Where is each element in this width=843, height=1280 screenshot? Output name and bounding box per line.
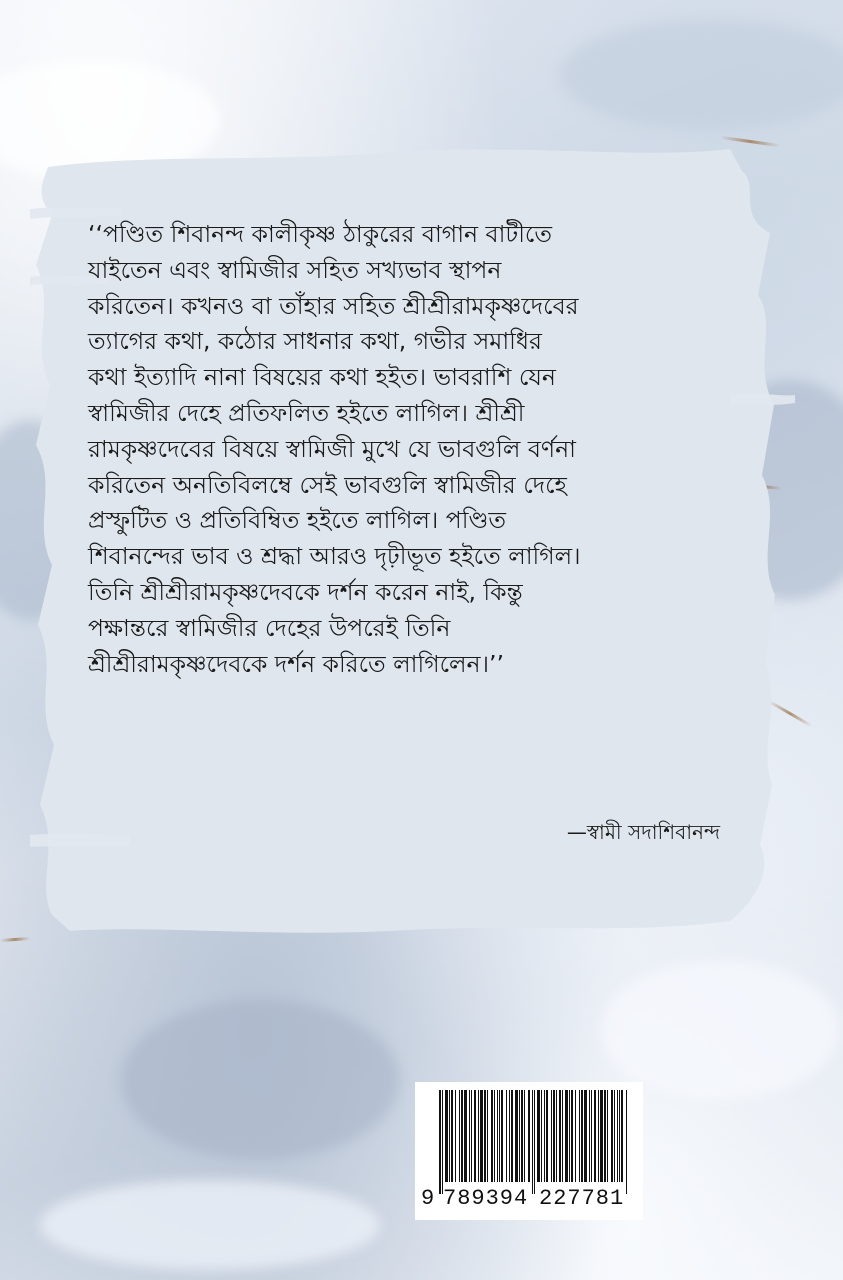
barcode-bar (494, 1090, 495, 1182)
barcode-bar (445, 1090, 448, 1182)
barcode-bar (484, 1090, 486, 1182)
barcode-bar (614, 1090, 615, 1182)
barcode-bar (600, 1090, 603, 1182)
texture-spot (600, 960, 840, 1100)
barcode-bar (571, 1090, 573, 1182)
quote-line: তিনি শ্রীশ্রীরামকৃষ্ণদেবকে দর্শন করেন নাই, কিন্তু (88, 577, 523, 606)
isbn-barcode (415, 1082, 643, 1220)
quote-line: ‘‘পণ্ডিত শিবানন্দ কালীকৃষ্ণ ঠাকুরের বাগান বাটীতে (88, 220, 553, 248)
barcode-bar (565, 1090, 568, 1182)
barcode-bar (556, 1090, 557, 1182)
barcode-bar (464, 1090, 467, 1182)
barcode-bar (511, 1090, 513, 1182)
barcode-bar (474, 1090, 476, 1182)
barcode-bar (537, 1090, 540, 1182)
barcode-bar (553, 1090, 555, 1182)
barcode-bar (551, 1090, 552, 1182)
barcode-bar (471, 1090, 472, 1182)
barcode-bar (617, 1090, 618, 1182)
barcode-bar (619, 1090, 620, 1182)
barcode-bar (575, 1090, 576, 1182)
barcode-bar (459, 1090, 460, 1182)
barcode-bar (579, 1090, 580, 1182)
barcode-bar (451, 1090, 453, 1182)
barcode-bar (506, 1090, 507, 1182)
barcode-bar (591, 1090, 592, 1182)
quote-text (88, 217, 768, 682)
barcode-bar (461, 1090, 463, 1182)
texture-spot (120, 1000, 400, 1160)
barcode-bar (604, 1090, 606, 1182)
isbn-left-group: 789394 (443, 1186, 529, 1211)
texture-spot (40, 1180, 380, 1270)
barcode-bar (497, 1090, 498, 1182)
quote-line: যাইতেন এবং স্বামিজীর সহিত সখ্যভাব স্থাপন (88, 255, 502, 284)
barcode-bar (546, 1090, 548, 1182)
barcode-bar (487, 1090, 488, 1182)
barcode-bar (562, 1090, 563, 1182)
barcode-bar (589, 1090, 590, 1182)
barcode-bar (509, 1090, 510, 1182)
barcode-bar (594, 1090, 596, 1182)
barcode-bar (491, 1090, 493, 1182)
barcode-bar (469, 1090, 470, 1182)
barcode-bar (544, 1090, 545, 1182)
barcode-bar (499, 1090, 500, 1182)
barcode-bar (442, 1090, 443, 1194)
barcode-bar (534, 1090, 535, 1194)
barcode-bar (532, 1090, 533, 1194)
barcode-bar (607, 1090, 608, 1182)
quote-panel (30, 145, 795, 935)
barcode-bar (501, 1090, 503, 1182)
barcode-bar (581, 1090, 583, 1182)
quote-line: করিতেন। কখনও বা তাঁহার সহিত শ্রীশ্রীরামকৃষ্ণদেবের (88, 291, 579, 320)
barcode-bar (621, 1090, 623, 1182)
barcode-bar (478, 1090, 479, 1182)
barcode-bar (480, 1090, 483, 1182)
barcode-bar (626, 1090, 627, 1194)
barcode-bar (515, 1090, 518, 1182)
quote-line: রামকৃষ্ণদেবের বিষয়ে স্বামিজী মুখে যে ভাবগুলি বর্ণনা (88, 434, 576, 463)
barcode-bar (569, 1090, 570, 1182)
quote-line: করিতেন অনতিবিলম্বে সেই ভাবগুলি স্বামিজীর দেহে (88, 470, 567, 499)
barcode-bar (519, 1090, 520, 1182)
quote-line: প্রস্ফুটিত ও প্রতিবিম্বিত হইতে লাগিল। পণ্ডিত (88, 506, 507, 535)
barcode-bar (584, 1090, 587, 1182)
barcode-bar (521, 1090, 523, 1182)
quote-attribution: —স্বামী সদাশিবানন্দ (566, 820, 720, 844)
barcode-bar (455, 1090, 456, 1182)
brush-streak (0, 937, 30, 942)
barcode-bar (439, 1090, 441, 1194)
quote-line: শ্রীশ্রীরামকৃষ্ণদেবকে দর্শন করিতে লাগিলেন।’’ (88, 649, 504, 678)
barcode-bar (611, 1090, 613, 1182)
quote-line: কথা ইত্যাদি নানা বিষয়ের কথা হইত। ভাবরাশি যেন (88, 363, 556, 392)
barcode-bar (559, 1090, 561, 1182)
quote-line: পক্ষান্তরে স্বামিজীর দেহের উপরেই তিনি (88, 613, 451, 642)
barcode-bar (524, 1090, 525, 1182)
texture-spot (560, 20, 843, 130)
barcode-bar (528, 1090, 530, 1182)
quote-line: ত্যাগের কথা, কঠোর সাধনার কথা, গভীর সমাধির (88, 327, 542, 356)
barcode-bar (598, 1090, 599, 1182)
barcode-bar (541, 1090, 542, 1182)
isbn-first-digit: 9 (421, 1186, 436, 1211)
isbn-right-group: 227781 (539, 1186, 625, 1211)
quote-line: শিবানন্দের ভাব ও শ্রদ্ধা আরও দৃঢ়ীভূত হইতে লাগিল। (88, 542, 581, 571)
quote-line: স্বামিজীর দেহে প্রতিফলিত হইতে লাগিল। শ্রীশ্রী (88, 398, 525, 427)
barcode-bar (449, 1090, 450, 1182)
